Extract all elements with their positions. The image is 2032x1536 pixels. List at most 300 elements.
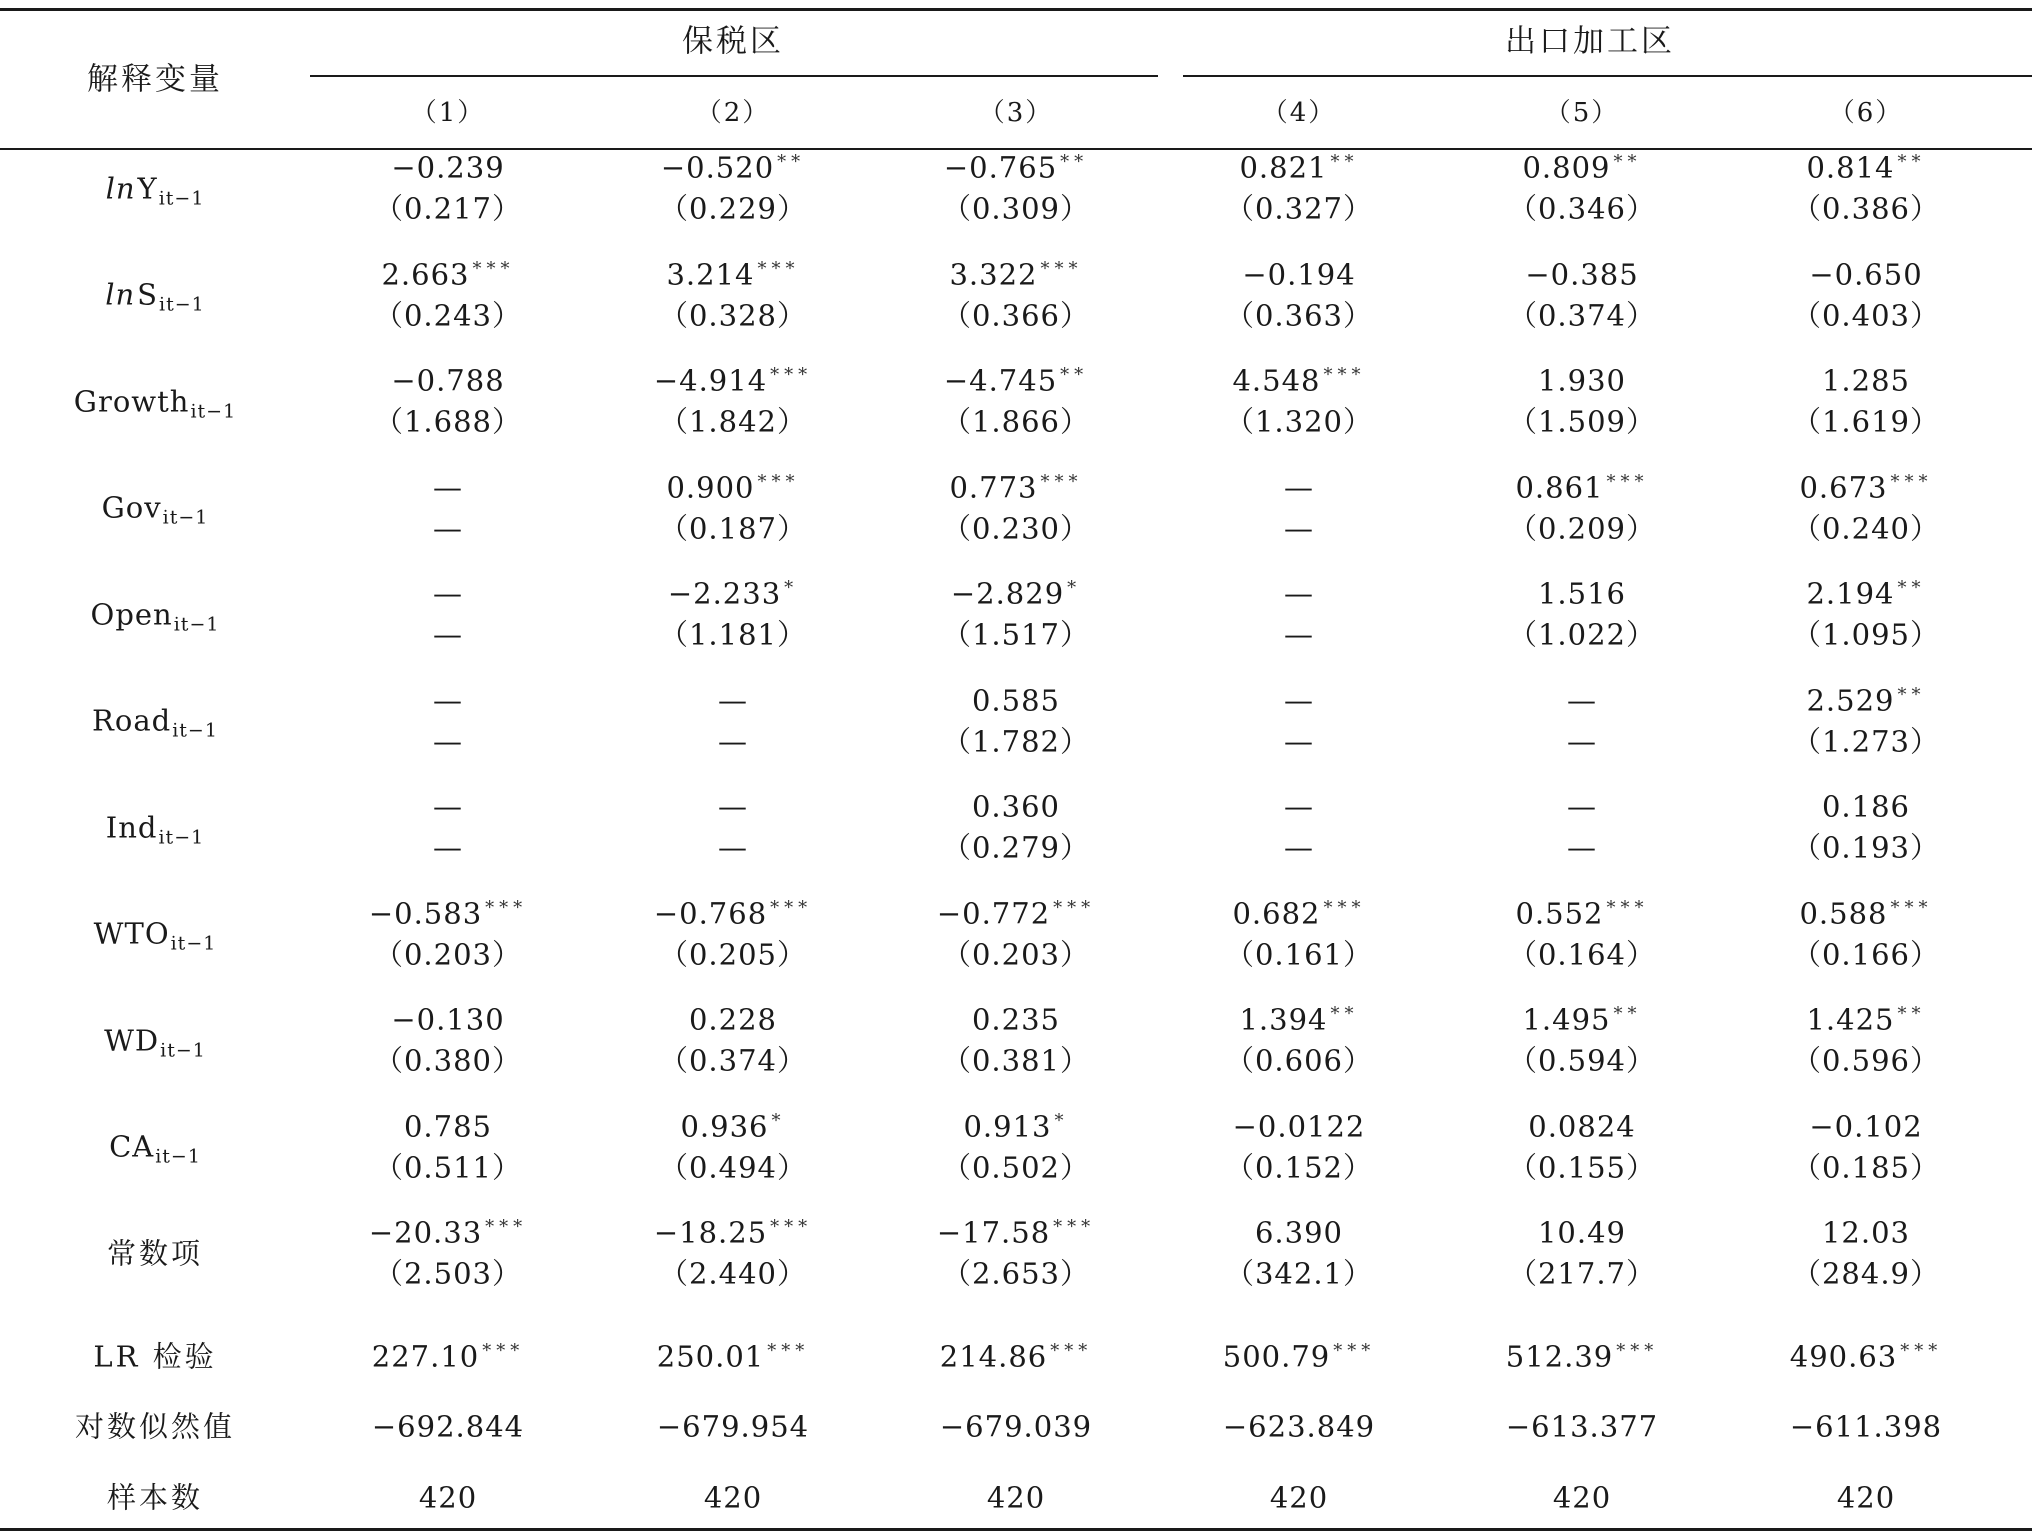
variable-subscript: it−1 bbox=[159, 293, 205, 316]
value-text: −0.765 bbox=[943, 150, 1058, 185]
coefficient-cell bbox=[368, 896, 528, 930]
value-text: −0.772 bbox=[936, 896, 1051, 930]
value-text: −0.768 bbox=[653, 896, 768, 930]
value-text: −613.377 bbox=[1505, 1409, 1659, 1444]
significance-stars: ** bbox=[1060, 151, 1089, 173]
value-text: 420 bbox=[703, 1480, 763, 1515]
value-text: 6.390 bbox=[1254, 1215, 1344, 1250]
variable-label bbox=[109, 1129, 201, 1168]
coefficient-cell bbox=[1522, 1002, 1642, 1037]
variable-subscript: it−1 bbox=[190, 400, 237, 422]
coefficient-cell bbox=[971, 683, 1061, 717]
variable-label bbox=[105, 171, 205, 209]
value-text: 0.821 bbox=[1239, 150, 1328, 185]
value-text: 0.228 bbox=[688, 1002, 778, 1037]
standard-error-cell: （0.161） bbox=[1224, 937, 1374, 971]
standard-error-cell: （0.386） bbox=[1791, 191, 1941, 226]
value-text: 0.682 bbox=[1232, 896, 1321, 930]
standard-error-cell: — bbox=[1567, 724, 1597, 758]
standard-error-cell: （0.229） bbox=[658, 191, 808, 226]
standard-error-cell: （1.095） bbox=[1791, 617, 1941, 652]
significance-stars: *** bbox=[757, 471, 800, 492]
coefficient-cell bbox=[1239, 150, 1359, 185]
value-text: 0.861 bbox=[1515, 470, 1604, 504]
coefficient-cell bbox=[680, 1109, 786, 1143]
value-text: 420 bbox=[1269, 1480, 1329, 1515]
standard-error-cell: — bbox=[1284, 724, 1314, 758]
coefficient-cell bbox=[666, 470, 800, 504]
coefficient-cell bbox=[653, 363, 813, 398]
coefficient-cell bbox=[943, 363, 1089, 398]
value-text: −20.33 bbox=[368, 1215, 483, 1250]
significance-stars: *** bbox=[1890, 897, 1933, 918]
significance-stars: *** bbox=[1053, 897, 1096, 918]
significance-stars: *** bbox=[1040, 258, 1083, 279]
standard-error-cell: — bbox=[718, 830, 748, 865]
standard-error-cell: （1.181） bbox=[658, 617, 808, 652]
column-number-2: （2） bbox=[695, 98, 771, 128]
coefficient-cell bbox=[1809, 1109, 1923, 1143]
value-text: 420 bbox=[1552, 1480, 1612, 1515]
significance-stars: *** bbox=[767, 1340, 810, 1362]
standard-error-cell: （0.403） bbox=[1791, 298, 1941, 332]
standard-error-cell: （0.502） bbox=[941, 1150, 1091, 1184]
bottom-rule bbox=[0, 1528, 2032, 1531]
standard-error-cell: （217.7） bbox=[1507, 1256, 1657, 1291]
coefficient-cell bbox=[1232, 896, 1366, 930]
coefficient-cell bbox=[1821, 1215, 1911, 1250]
value-text: 0.913 bbox=[963, 1109, 1052, 1143]
coefficient-cell bbox=[950, 576, 1082, 611]
value-text: −18.25 bbox=[653, 1215, 768, 1250]
coefficient-cell bbox=[949, 470, 1083, 504]
standard-error-cell: （342.1） bbox=[1224, 1256, 1374, 1291]
value-text: −0.194 bbox=[1242, 257, 1356, 291]
value-text: −17.58 bbox=[936, 1215, 1051, 1250]
standard-error-cell: （1.509） bbox=[1507, 404, 1657, 439]
standard-error-cell: — bbox=[433, 511, 463, 545]
value-text: 1.930 bbox=[1537, 363, 1627, 398]
column-number-3: （3） bbox=[978, 98, 1054, 128]
standard-error-cell: （0.166） bbox=[1791, 937, 1941, 971]
value-text: — bbox=[1284, 683, 1314, 717]
coefficient-cell bbox=[653, 896, 813, 930]
significance-stars: *** bbox=[472, 258, 515, 279]
standard-error-cell: （0.164） bbox=[1507, 937, 1657, 971]
coefficient-cell bbox=[391, 1002, 505, 1037]
significance-stars: *** bbox=[1050, 1340, 1093, 1362]
value-text: −0.130 bbox=[391, 1002, 505, 1037]
footer-value-cell bbox=[371, 1339, 525, 1374]
footer-value-cell bbox=[703, 1480, 763, 1515]
significance-stars: ** bbox=[1060, 364, 1089, 386]
variable-name: Gov bbox=[101, 490, 162, 525]
variable-prefix: ln bbox=[105, 171, 136, 205]
significance-stars: *** bbox=[1616, 1340, 1659, 1362]
value-text: — bbox=[433, 470, 463, 504]
variable-name: Road bbox=[92, 703, 172, 738]
value-text: — bbox=[718, 789, 748, 824]
standard-error-cell: （0.185） bbox=[1791, 1150, 1941, 1184]
footer-value-cell bbox=[1552, 1480, 1612, 1515]
value-text: 0.585 bbox=[971, 683, 1061, 717]
significance-stars: ** bbox=[1613, 1003, 1642, 1025]
footer-value-cell bbox=[1222, 1339, 1376, 1374]
significance-stars: *** bbox=[482, 1340, 525, 1362]
coefficient-cell bbox=[433, 683, 463, 717]
standard-error-cell: （2.503） bbox=[373, 1256, 523, 1291]
coefficient-cell bbox=[1525, 257, 1639, 291]
significance-stars: *** bbox=[1333, 1340, 1376, 1362]
standard-error-cell: （0.203） bbox=[373, 937, 523, 971]
significance-stars: * bbox=[771, 1110, 786, 1131]
value-text: 0.900 bbox=[666, 470, 755, 504]
significance-stars: ** bbox=[1330, 151, 1359, 173]
coefficient-cell bbox=[1515, 896, 1649, 930]
value-text: 4.548 bbox=[1232, 363, 1321, 398]
variable-label bbox=[73, 384, 237, 422]
value-text: — bbox=[433, 789, 463, 824]
standard-error-cell: （1.619） bbox=[1791, 404, 1941, 439]
coefficient-cell bbox=[1537, 576, 1627, 611]
value-text: −0.0122 bbox=[1232, 1109, 1366, 1143]
top-rule bbox=[0, 8, 2032, 11]
column-number-6: （6） bbox=[1828, 98, 1904, 128]
value-text: −623.849 bbox=[1222, 1409, 1376, 1444]
standard-error-cell: （1.320） bbox=[1224, 404, 1374, 439]
standard-error-cell: （0.494） bbox=[658, 1150, 808, 1184]
footer-value-cell bbox=[418, 1480, 478, 1515]
value-text: 0.785 bbox=[403, 1109, 493, 1143]
column-number-1: （1） bbox=[410, 98, 486, 128]
variable-name: CA bbox=[109, 1129, 155, 1164]
variable-name: Open bbox=[90, 597, 173, 631]
variable-label bbox=[90, 597, 220, 635]
standard-error-cell: （0.596） bbox=[1791, 1043, 1941, 1078]
standard-error-cell: — bbox=[433, 617, 463, 652]
value-text: −2.233 bbox=[667, 576, 782, 611]
significance-stars: ** bbox=[1897, 151, 1926, 173]
value-text: 0.235 bbox=[971, 1002, 1061, 1037]
standard-error-cell: （0.327） bbox=[1224, 191, 1374, 226]
standard-error-cell: （0.217） bbox=[373, 191, 523, 226]
value-text: 0.552 bbox=[1515, 896, 1604, 930]
value-text: 1.495 bbox=[1522, 1002, 1611, 1037]
standard-error-cell: （0.381） bbox=[941, 1043, 1091, 1078]
explain-variable-header: 解释变量 bbox=[87, 61, 223, 98]
standard-error-cell: — bbox=[1284, 511, 1314, 545]
coefficient-cell bbox=[1567, 683, 1597, 717]
column-number-5: （5） bbox=[1544, 98, 1620, 128]
coefficient-cell bbox=[1284, 789, 1314, 824]
standard-error-cell: — bbox=[1284, 617, 1314, 652]
value-text: 500.79 bbox=[1222, 1339, 1331, 1374]
significance-stars: ** bbox=[1897, 577, 1926, 599]
standard-error-cell: （0.511） bbox=[373, 1150, 523, 1184]
value-text: 512.39 bbox=[1505, 1339, 1614, 1374]
value-text: −692.844 bbox=[371, 1409, 525, 1444]
variable-subscript: it−1 bbox=[155, 1145, 201, 1168]
significance-stars: * bbox=[1067, 577, 1082, 599]
variable-label bbox=[93, 916, 217, 955]
standard-error-cell: （1.782） bbox=[941, 724, 1091, 758]
significance-stars: *** bbox=[1040, 471, 1083, 492]
coefficient-cell bbox=[1799, 470, 1933, 504]
variable-subscript: it−1 bbox=[173, 613, 220, 635]
variable-name: WTO bbox=[93, 916, 170, 951]
coefficient-cell bbox=[433, 576, 463, 611]
value-text: 1.285 bbox=[1821, 363, 1911, 398]
coefficient-cell bbox=[391, 150, 505, 185]
standard-error-cell: （0.193） bbox=[1791, 830, 1941, 865]
value-text: 420 bbox=[1836, 1480, 1896, 1515]
standard-error-cell: （0.279） bbox=[941, 830, 1091, 865]
footer-value-cell bbox=[939, 1409, 1093, 1444]
footer-value-cell bbox=[371, 1409, 525, 1444]
standard-error-cell: （2.440） bbox=[658, 1256, 808, 1291]
standard-error-cell: （0.230） bbox=[941, 511, 1091, 545]
value-text: 1.394 bbox=[1239, 1002, 1328, 1037]
value-text: 3.322 bbox=[949, 257, 1038, 291]
footer-value-cell bbox=[986, 1480, 1046, 1515]
standard-error-cell: （0.374） bbox=[1507, 298, 1657, 332]
value-text: 490.63 bbox=[1789, 1339, 1898, 1374]
coefficient-cell bbox=[433, 789, 463, 824]
standard-error-cell: （284.9） bbox=[1791, 1256, 1941, 1291]
standard-error-cell: （0.380） bbox=[373, 1043, 523, 1078]
footer-value-cell bbox=[656, 1409, 810, 1444]
significance-stars: ** bbox=[777, 151, 806, 173]
value-text: 2.529 bbox=[1806, 683, 1895, 717]
value-text: 2.663 bbox=[381, 257, 470, 291]
significance-stars: *** bbox=[770, 1216, 813, 1238]
coefficient-cell bbox=[1239, 1002, 1359, 1037]
coefficient-cell bbox=[381, 257, 515, 291]
standard-error-cell: （0.363） bbox=[1224, 298, 1374, 332]
coefficient-cell bbox=[943, 150, 1089, 185]
value-text: 1.425 bbox=[1806, 1002, 1895, 1037]
significance-stars: *** bbox=[485, 1216, 528, 1238]
standard-error-cell: — bbox=[433, 830, 463, 865]
coefficient-cell bbox=[971, 789, 1061, 824]
value-text: 0.773 bbox=[949, 470, 1038, 504]
standard-error-cell: — bbox=[718, 724, 748, 758]
coefficient-cell bbox=[1242, 257, 1356, 291]
significance-stars: ** bbox=[1330, 1003, 1359, 1025]
significance-stars: *** bbox=[1053, 1216, 1096, 1238]
value-text: 0.809 bbox=[1522, 150, 1611, 185]
value-text: 420 bbox=[986, 1480, 1046, 1515]
standard-error-cell: （1.022） bbox=[1507, 617, 1657, 652]
variable-subscript: it−1 bbox=[158, 826, 205, 848]
coefficient-cell bbox=[653, 1215, 813, 1250]
coefficient-cell bbox=[1528, 1109, 1636, 1143]
coefficient-cell bbox=[1232, 363, 1366, 398]
significance-stars: *** bbox=[770, 897, 813, 918]
value-text: −0.520 bbox=[660, 150, 775, 185]
variable-name: Y bbox=[137, 171, 158, 205]
variable-name: 常数项 bbox=[106, 1236, 204, 1270]
coefficient-cell bbox=[936, 896, 1096, 930]
standard-error-cell: （1.866） bbox=[941, 404, 1091, 439]
variable-label bbox=[104, 1023, 206, 1061]
standard-error-cell: — bbox=[433, 724, 463, 758]
value-text: — bbox=[1567, 683, 1597, 717]
value-text: −0.583 bbox=[368, 896, 483, 930]
variable-subscript: it−1 bbox=[160, 1039, 206, 1061]
value-text: −0.788 bbox=[391, 363, 505, 398]
coefficient-cell bbox=[963, 1109, 1069, 1143]
coefficient-cell bbox=[433, 470, 463, 504]
standard-error-cell: — bbox=[1567, 830, 1597, 865]
footer-label: 样本数 bbox=[106, 1480, 204, 1515]
variable-name: S bbox=[137, 277, 159, 312]
variable-label bbox=[105, 810, 205, 848]
coefficient-cell bbox=[666, 257, 800, 291]
footer-value-cell bbox=[1505, 1339, 1659, 1374]
significance-stars: *** bbox=[485, 897, 528, 918]
standard-error-cell: （0.243） bbox=[373, 298, 523, 332]
standard-error-cell: （0.240） bbox=[1791, 511, 1941, 545]
coefficient-cell bbox=[1821, 363, 1911, 398]
value-text: −611.398 bbox=[1789, 1409, 1943, 1444]
coefficient-cell bbox=[1284, 576, 1314, 611]
value-text: 0.673 bbox=[1799, 470, 1888, 504]
group-header-export: 出口加工区 bbox=[1505, 23, 1675, 60]
footer-value-cell bbox=[1789, 1409, 1943, 1444]
footer-label: LR 检验 bbox=[93, 1339, 217, 1374]
standard-error-cell: （0.366） bbox=[941, 298, 1091, 332]
value-text: −679.954 bbox=[656, 1409, 810, 1444]
standard-error-cell: （2.653） bbox=[941, 1256, 1091, 1291]
value-text: −4.745 bbox=[943, 363, 1058, 398]
standard-error-cell: （0.187） bbox=[658, 511, 808, 545]
standard-error-cell: （0.606） bbox=[1224, 1043, 1374, 1078]
value-text: 0.360 bbox=[971, 789, 1061, 824]
value-text: −2.829 bbox=[950, 576, 1065, 611]
value-text: — bbox=[1284, 789, 1314, 824]
significance-stars: *** bbox=[770, 364, 813, 386]
coefficient-cell bbox=[403, 1109, 493, 1143]
value-text: — bbox=[433, 683, 463, 717]
standard-error-cell: （0.374） bbox=[658, 1043, 808, 1078]
significance-stars: ** bbox=[1897, 1003, 1926, 1025]
variable-subscript: it−1 bbox=[162, 506, 209, 529]
significance-stars: ** bbox=[1613, 151, 1642, 173]
coefficient-cell bbox=[1567, 789, 1597, 824]
value-text: 3.214 bbox=[666, 257, 755, 291]
coefficient-cell bbox=[1806, 1002, 1926, 1037]
footer-value-cell bbox=[656, 1339, 810, 1374]
standard-error-cell: （1.688） bbox=[373, 404, 523, 439]
variable-subscript: it−1 bbox=[170, 932, 217, 955]
coefficient-cell bbox=[391, 363, 505, 398]
significance-stars: *** bbox=[1606, 471, 1649, 492]
standard-error-cell: （0.155） bbox=[1507, 1150, 1657, 1184]
variable-subscript: it−1 bbox=[158, 187, 205, 209]
variable-prefix: ln bbox=[105, 277, 136, 312]
variable-label bbox=[106, 1236, 204, 1270]
value-text: −0.239 bbox=[391, 150, 505, 185]
standard-error-cell: （0.309） bbox=[941, 191, 1091, 226]
standard-error-cell: （0.205） bbox=[658, 937, 808, 971]
value-text: 0.0824 bbox=[1528, 1109, 1636, 1143]
footer-value-cell bbox=[1222, 1409, 1376, 1444]
coefficient-cell bbox=[1806, 576, 1926, 611]
coefficient-cell bbox=[1537, 363, 1627, 398]
variable-label bbox=[105, 277, 205, 316]
footer-value-cell bbox=[1836, 1480, 1896, 1515]
value-text: 0.936 bbox=[680, 1109, 769, 1143]
variable-subscript: it−1 bbox=[172, 719, 218, 742]
coefficient-cell bbox=[1809, 257, 1923, 291]
coefficient-cell bbox=[1232, 1109, 1366, 1143]
coefficient-cell bbox=[1284, 683, 1314, 717]
value-text: — bbox=[1567, 789, 1597, 824]
standard-error-cell: — bbox=[1284, 830, 1314, 865]
significance-stars: * bbox=[784, 577, 799, 599]
column-number-4: （4） bbox=[1261, 98, 1337, 128]
footer-value-cell bbox=[939, 1339, 1093, 1374]
coefficient-cell bbox=[688, 1002, 778, 1037]
variable-label bbox=[101, 490, 209, 529]
coefficient-cell bbox=[718, 789, 748, 824]
significance-stars: * bbox=[1054, 1110, 1069, 1131]
coefficient-cell bbox=[1806, 683, 1926, 717]
value-text: — bbox=[718, 683, 748, 717]
coefficient-cell bbox=[971, 1002, 1061, 1037]
coefficient-cell bbox=[667, 576, 799, 611]
standard-error-cell: （0.152） bbox=[1224, 1150, 1374, 1184]
standard-error-cell: （0.594） bbox=[1507, 1043, 1657, 1078]
significance-stars: *** bbox=[1890, 471, 1933, 492]
standard-error-cell: （1.273） bbox=[1791, 724, 1941, 758]
variable-name: WD bbox=[104, 1023, 160, 1057]
value-text: 227.10 bbox=[371, 1339, 480, 1374]
group-header-bonded: 保税区 bbox=[682, 23, 784, 60]
variable-name: Ind bbox=[105, 810, 158, 844]
value-text: — bbox=[1284, 470, 1314, 504]
significance-stars: *** bbox=[1900, 1340, 1943, 1362]
value-text: 0.588 bbox=[1799, 896, 1888, 930]
standard-error-cell: （0.203） bbox=[941, 937, 1091, 971]
value-text: 12.03 bbox=[1821, 1215, 1911, 1250]
standard-error-cell: （1.517） bbox=[941, 617, 1091, 652]
standard-error-cell: （1.842） bbox=[658, 404, 808, 439]
value-text: −0.650 bbox=[1809, 257, 1923, 291]
standard-error-cell: （0.209） bbox=[1507, 511, 1657, 545]
significance-stars: *** bbox=[757, 258, 800, 279]
significance-stars: *** bbox=[1323, 897, 1366, 918]
value-text: 1.516 bbox=[1537, 576, 1627, 611]
footer-label: 对数似然值 bbox=[74, 1409, 236, 1444]
variable-name: Growth bbox=[73, 384, 190, 418]
value-text: 420 bbox=[418, 1480, 478, 1515]
coefficient-cell bbox=[368, 1215, 528, 1250]
value-text: — bbox=[433, 576, 463, 611]
coefficient-cell bbox=[949, 257, 1083, 291]
group-rule-bonded bbox=[310, 75, 1158, 77]
significance-stars: *** bbox=[1323, 364, 1366, 386]
value-text: −0.102 bbox=[1809, 1109, 1923, 1143]
value-text: 10.49 bbox=[1537, 1215, 1627, 1250]
coefficient-cell bbox=[1821, 789, 1911, 824]
coefficient-cell bbox=[936, 1215, 1096, 1250]
variable-label bbox=[92, 703, 218, 742]
coefficient-cell bbox=[1537, 1215, 1627, 1250]
value-text: — bbox=[1284, 576, 1314, 611]
value-text: 214.86 bbox=[939, 1339, 1048, 1374]
